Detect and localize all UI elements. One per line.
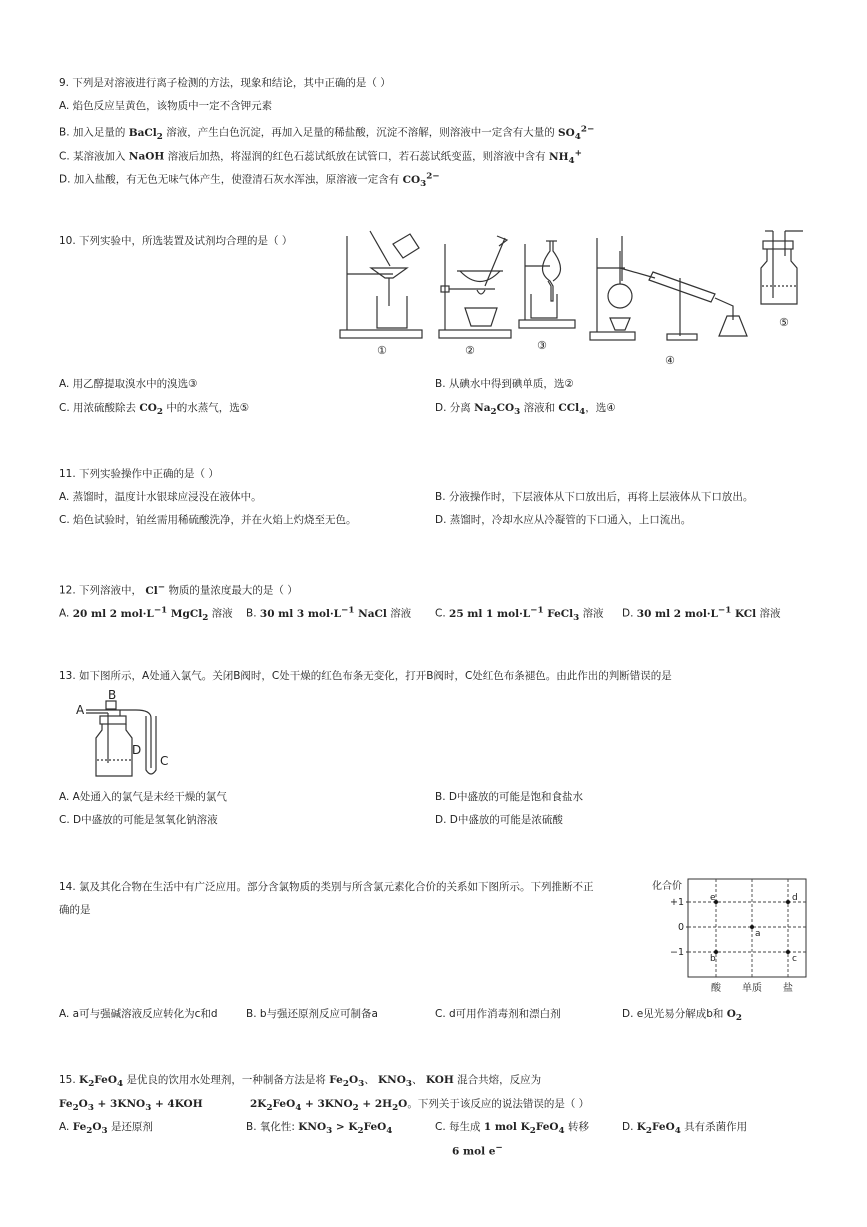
apparatus-1-filtration <box>340 231 422 338</box>
q13-option-a: A. A处通入的氯气是未经干燥的氯气 <box>59 791 227 803</box>
q15-stem: 15. $K_2FeO_4$ 是优良的饮用水处理剂，一种制备方法是将 $Fe_2O_3$、 $KNO_3$、 KOH 混合共熔，反应为 <box>59 1074 542 1090</box>
q13-apparatus-figure <box>76 688 191 783</box>
q12-option-a: A. 20 ml 2 $mol\cdot L^{-1}$ MgCl$_2$ 溶液 <box>59 605 233 623</box>
chart-point-d <box>786 900 790 904</box>
q13-stem: 13. 如下图所示，A处通入氯气。关闭B阀时，C处干燥的红色布条无变化，打开B阀时，C处红色布条褪色。由此作出的判断错误的是 <box>59 670 672 682</box>
q11-option-c: C. 焰色试验时，铂丝需用稀硫酸洗净，并在火焰上灼烧至无色。 <box>59 514 357 526</box>
chart-point-label-c: c <box>792 954 797 964</box>
q15-option-b: B. 氧化性: $KNO_3 > K_2FeO_4$ <box>246 1121 393 1137</box>
apparatus-label-1: ① <box>377 344 387 357</box>
formula-bacl2: BaCl$_2$ <box>128 126 163 142</box>
q11-option-d: D. 蒸馏时，冷却水应从冷凝管的下口通入，上口流出。 <box>435 514 692 526</box>
q15-option-c: C. 每生成 1 mol $K_2FeO_4$ 转移 <box>435 1121 589 1137</box>
q15-option-c-continuation: 6 mol e− <box>452 1143 503 1158</box>
q15-option-d: D. $K_2FeO_4$ 具有杀菌作用 <box>622 1121 748 1137</box>
q12-option-b: B. 30 ml 3 $mol\cdot L^{-1}$ NaCl 溶液 <box>246 605 412 620</box>
chart-point-label-d: d <box>792 893 798 903</box>
chart-point-label-b: b <box>710 954 716 964</box>
chart-y-label: 化合价 <box>652 881 682 892</box>
formula-o2: $O_2$ <box>726 1008 742 1024</box>
q11-stem: 11. 下列实验操作中正确的是（ ） <box>59 468 219 480</box>
q14-valence-chart <box>650 875 810 995</box>
chart-x-category: 酸 <box>711 983 721 994</box>
formula-ccl4: CCl$_4$ <box>558 402 586 418</box>
formula-nh4: $NH_4^+$ <box>549 148 582 166</box>
formula-cl-ion: Cl− <box>145 582 166 597</box>
chart-point-label-e: e <box>710 893 716 903</box>
q9-option-b: B. 加入足量的 BaCl$_2$ 溶液，产生白色沉淀，再加入足量的稀盐酸，沉淀不溶解，则溶液中一定含有大量的 $SO_4^{2-}$ <box>59 124 595 142</box>
chart-y-tick: +1 <box>669 897 684 908</box>
q10-stem: 10. 下列实验中，所选装置及试剂均合理的是（ ） <box>59 235 293 247</box>
q12-option-c: C. 25 ml 1 $mol\cdot L^{-1}$ FeCl$_3$ 溶液 <box>435 605 604 623</box>
equation-reactants: $Fe_2O_3 + 3KNO_3 + 4KOH$ <box>59 1098 203 1114</box>
q9-stem: 9. 下列是对溶液进行离子检测的方法，现象和结论，其中正确的是（ ） <box>59 77 391 89</box>
apparatus-2-evaporation <box>439 236 511 338</box>
equation-products: $2K_2FeO_4 + 3KNO_2 + 2H_2O$。下列关于该反应的说法错误的是（ ） <box>250 1098 590 1114</box>
q14-option-d: D. e见光易分解成b和 $O_2$ <box>622 1008 742 1024</box>
apparatus-label-5: ⑤ <box>779 316 789 329</box>
apparatus-label-4: ④ <box>665 354 675 367</box>
q14-option-c: C. d可用作消毒剂和漂白剂 <box>435 1008 561 1020</box>
q12-option-d: D. 30 ml 2 $mol\cdot L^{-1}$ KCl 溶液 <box>622 605 781 620</box>
apparatus-3-separatory-funnel <box>519 241 575 328</box>
label-d: D <box>132 743 142 757</box>
q10-apparatus-figure <box>335 226 815 366</box>
formula-so4: $SO_4^{2-}$ <box>558 124 595 142</box>
q14-option-b: B. b与强还原剂反应可制备a <box>246 1008 378 1020</box>
formula-co2: $CO_2$ <box>139 402 163 418</box>
apparatus-4-distillation <box>590 236 747 340</box>
chart-point-c <box>786 950 790 954</box>
q13-option-d: D. D中盛放的可能是浓硫酸 <box>435 814 563 826</box>
q15-option-a: A. $Fe_2O_3$ 是还原剂 <box>59 1121 153 1137</box>
chart-point-a <box>750 925 754 929</box>
q12-stem: 12. 下列溶液中， Cl− 物质的量浓度最大的是（ ） <box>59 582 298 597</box>
q14-stem-line2: 确的是 <box>59 904 91 916</box>
chart-y-tick: −1 <box>669 947 684 958</box>
chart-x-category: 单质 <box>742 983 762 994</box>
apparatus-label-3: ③ <box>537 339 547 352</box>
chart-y-tick: 0 <box>677 922 684 933</box>
apparatus-5-gas-bottle <box>761 231 803 304</box>
formula-k2feo4: $K_2FeO_4$ <box>79 1074 124 1090</box>
q10-option-c: C. 用浓硫酸除去 $CO_2$ 中的水蒸气，选⑤ <box>59 402 250 418</box>
q9-option-a: A. 焰色反应呈黄色，该物质中一定不含钾元素 <box>59 100 273 112</box>
formula-naoh: NaOH <box>128 150 165 163</box>
q13-option-b: B. D中盛放的可能是饱和食盐水 <box>435 791 583 803</box>
q10-option-d: D. 分离 $Na_2CO_3$ 溶液和 CCl$_4$，选④ <box>435 402 616 418</box>
formula-co3: $CO_3^{2-}$ <box>402 171 440 189</box>
label-b: B <box>108 688 117 702</box>
formula-na2co3: $Na_2CO_3$ <box>474 402 521 418</box>
q14-option-a: A. a可与强碱溶液反应转化为c和d <box>59 1008 218 1020</box>
q14-stem-line1: 14. 氯及其化合物在生活中有广泛应用。部分含氯物质的类别与所含氯元素化合价的关系如下图所示。下列推断不正 <box>59 881 594 893</box>
label-c: C <box>160 754 169 768</box>
label-a: A <box>76 703 85 717</box>
q9-option-d: D. 加入盐酸，有无色无味气体产生，使澄清石灰水浑浊，原溶液一定含有 $CO_3^{2-}$ <box>59 171 440 189</box>
q11-option-a: A. 蒸馏时，温度计水银球应浸没在液体中。 <box>59 491 262 503</box>
chart-x-category: 盐 <box>783 983 793 994</box>
chart-point-label-a: a <box>755 929 761 939</box>
q10-option-a: A. 用乙醇提取溴水中的溴选③ <box>59 378 198 390</box>
q13-option-c: C. D中盛放的可能是氢氧化钠溶液 <box>59 814 218 826</box>
q11-option-b: B. 分液操作时，下层液体从下口放出后，再将上层液体从下口放出。 <box>435 491 754 503</box>
q9-option-c: C. 某溶液加入 NaOH 溶液后加热，将湿润的红色石蕊试纸放在试管口，若石蕊试纸变蓝，则溶液中含有 $NH_4^+$ <box>59 148 582 166</box>
q10-option-b: B. 从碘水中得到碘单质，选② <box>435 378 574 390</box>
apparatus-label-2: ② <box>465 344 475 357</box>
